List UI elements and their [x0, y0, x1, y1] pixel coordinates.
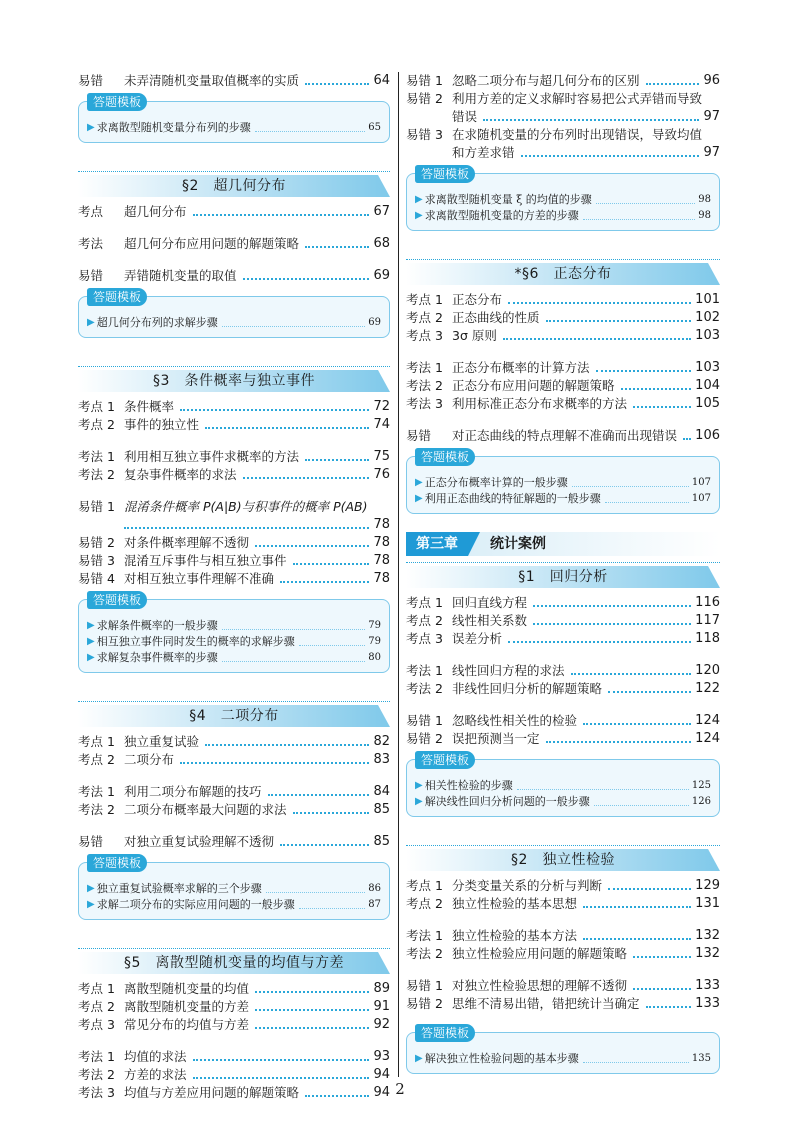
section-header: §4 二项分布: [78, 705, 390, 727]
toc-entry[interactable]: 易错 4 对相互独立事件理解不准确 78: [78, 571, 390, 586]
triangle-bullet-icon: ▶: [415, 477, 423, 488]
answer-template-box: [406, 450, 720, 514]
section-header: §1 回归分析: [406, 566, 720, 588]
triangle-bullet-icon: ▶: [87, 883, 95, 894]
section-header: §2 独立性检验: [406, 849, 720, 871]
toc-entry[interactable]: 考点 1 独立重复试验 82: [78, 734, 390, 749]
toc-entry[interactable]: 易错 1 对独立性检验思想的理解不透彻 133: [406, 978, 720, 993]
section-header: §3 条件概率与独立事件: [78, 370, 390, 392]
toc-entry[interactable]: 考点 2 离散型随机变量的方差 91: [78, 999, 390, 1014]
triangle-bullet-icon: ▶: [415, 194, 423, 205]
answer-template-box: [78, 856, 390, 920]
toc-right-column: [406, 72, 720, 1074]
template-item[interactable]: ▶ 相互独立事件同时发生的概率的求解步骤 79: [87, 635, 381, 648]
toc-entry[interactable]: 易错 1 忽略二项分布与超几何分布的区别 96: [406, 73, 720, 88]
triangle-bullet-icon: ▶: [415, 493, 423, 504]
answer-template-label: 答题模板: [87, 288, 147, 306]
template-item[interactable]: ▶ 求解二项分布的实际应用问题的一般步骤 87: [87, 898, 381, 911]
toc-entry[interactable]: 易错 2 对条件概率理解不透彻 78: [78, 535, 390, 550]
triangle-bullet-icon: ▶: [415, 796, 423, 807]
template-item[interactable]: ▶ 独立重复试验概率求解的三个步骤 86: [87, 882, 381, 895]
toc-entry[interactable]: 考点 1 回归直线方程 116: [406, 595, 720, 610]
toc-entry[interactable]: 考法 超几何分布应用问题的解题策略 68: [78, 236, 390, 251]
toc-entry[interactable]: 考点 3 常见分布的均值与方差 92: [78, 1017, 390, 1032]
toc-entry[interactable]: 易错 3 在求随机变量的分布列时出现错误，导致均值: [406, 127, 703, 142]
toc-entry[interactable]: 考法 1 利用相互独立事件求概率的方法 75: [78, 449, 390, 464]
answer-template-box: [78, 95, 390, 143]
toc-entry[interactable]: 易错 3 混淆互斥事件与相互独立事件 78: [78, 553, 390, 568]
page-number: 2: [395, 1080, 405, 1098]
toc-entry[interactable]: 考法 2 复杂事件概率的求法 76: [78, 467, 390, 482]
answer-template-box: [406, 753, 720, 817]
template-item[interactable]: ▶ 求解复杂事件概率的步骤 80: [87, 651, 381, 664]
toc-entry[interactable]: 易错 2 误把预测当一定 124: [406, 731, 720, 746]
template-item[interactable]: ▶ 超几何分布列的求解步骤 69: [87, 316, 381, 329]
answer-template-box: [406, 1026, 720, 1074]
toc-entry[interactable]: 考法 2 非线性回归分析的解题策略 122: [406, 681, 720, 696]
template-item[interactable]: ▶ 解决独立性检验问题的基本步骤 135: [415, 1052, 711, 1065]
answer-template-box: [78, 290, 390, 338]
answer-template-box: [78, 593, 390, 673]
triangle-bullet-icon: ▶: [87, 636, 95, 647]
triangle-bullet-icon: ▶: [415, 210, 423, 221]
toc-entry[interactable]: 考法 1 独立性检验的基本方法 132: [406, 928, 720, 943]
answer-template-label: 答题模板: [415, 448, 475, 466]
toc-entry-continued[interactable]: 和方差求错 97: [452, 145, 720, 160]
triangle-bullet-icon: ▶: [87, 652, 95, 663]
section-header: §2 超几何分布: [78, 175, 390, 197]
template-item[interactable]: ▶ 相关性检验的步骤 125: [415, 779, 711, 792]
triangle-bullet-icon: ▶: [415, 780, 423, 791]
toc-entry[interactable]: 考点 3 误差分析 118: [406, 631, 720, 646]
column-divider: [398, 72, 399, 1077]
answer-template-label: 答题模板: [87, 591, 147, 609]
toc-entry-continued[interactable]: 错误 97: [452, 109, 720, 124]
toc-entry[interactable]: 易错 对独立重复试验理解不透彻 85: [78, 834, 390, 849]
toc-entry[interactable]: 考法 1 正态分布概率的计算方法 103: [406, 360, 720, 375]
toc-entry[interactable]: 考法 1 均值的求法 93: [78, 1049, 390, 1064]
triangle-bullet-icon: ▶: [87, 122, 95, 133]
answer-template-label: 答题模板: [415, 165, 475, 183]
toc-entry[interactable]: 考点 2 正态曲线的性质 102: [406, 310, 720, 325]
toc-entry[interactable]: 考点 超几何分布 67: [78, 204, 390, 219]
triangle-bullet-icon: ▶: [87, 317, 95, 328]
toc-entry[interactable]: 考点 3 3σ 原则 103: [406, 328, 720, 343]
template-item[interactable]: ▶ 利用正态曲线的特征解题的一般步骤 107: [415, 492, 711, 505]
toc-entry[interactable]: 考点 1 分类变量关系的分析与判断 129: [406, 878, 720, 893]
toc-entry[interactable]: 考法 1 利用二项分布解题的技巧 84: [78, 784, 390, 799]
toc-entry[interactable]: 考法 2 方差的求法 94: [78, 1067, 390, 1082]
chapter-title: 统计案例: [468, 532, 720, 556]
template-item[interactable]: ▶ 正态分布概率计算的一般步骤 107: [415, 476, 711, 489]
template-item[interactable]: ▶ 求解条件概率的一般步骤 79: [87, 619, 381, 632]
triangle-bullet-icon: ▶: [415, 1053, 423, 1064]
toc-entry[interactable]: 易错 未弄清随机变量取值概率的实质 64: [78, 73, 390, 88]
triangle-bullet-icon: ▶: [87, 620, 95, 631]
toc-entry[interactable]: 考法 3 利用标准正态分布求概率的方法 105: [406, 396, 720, 411]
toc-entry[interactable]: 易错 2 思维不清易出错，错把统计当确定 133: [406, 996, 720, 1011]
answer-template-box: [406, 167, 720, 231]
answer-template-label: 答题模板: [87, 93, 147, 111]
toc-entry[interactable]: 考点 2 事件的独立性 74: [78, 417, 390, 432]
toc-entry-continued[interactable]: 78: [78, 516, 390, 533]
toc-entry[interactable]: 易错 弄错随机变量的取值 69: [78, 268, 390, 283]
template-item[interactable]: ▶ 解决线性回归分析问题的一般步骤 126: [415, 795, 711, 808]
template-item[interactable]: ▶ 求离散型随机变量分布列的步骤 65: [87, 121, 381, 134]
section-header: *§6 正态分布: [406, 263, 720, 285]
toc-entry[interactable]: 考点 2 独立性检验的基本思想 131: [406, 896, 720, 911]
toc-entry[interactable]: 考法 1 线性回归方程的求法 120: [406, 663, 720, 678]
toc-entry[interactable]: 考法 3 均值与方差应用问题的解题策略 94: [78, 1085, 390, 1100]
toc-entry[interactable]: 考点 1 离散型随机变量的均值 89: [78, 981, 390, 996]
toc-entry[interactable]: 考点 1 条件概率 72: [78, 399, 390, 414]
toc-entry[interactable]: 考点 1 正态分布 101: [406, 292, 720, 307]
chapter-tag: 第三章: [406, 532, 468, 556]
toc-entry[interactable]: 易错 对正态曲线的特点理解不准确而出现错误 106: [406, 428, 720, 443]
chapter-banner[interactable]: [406, 532, 720, 556]
toc-entry[interactable]: 考法 2 二项分布概率最大问题的求法 85: [78, 802, 390, 817]
template-item[interactable]: ▶ 求离散型随机变量 ξ 的均值的步骤 98: [415, 193, 711, 206]
answer-template-label: 答题模板: [415, 1024, 475, 1042]
answer-template-label: 答题模板: [415, 751, 475, 769]
section-header: §5 离散型随机变量的均值与方差: [78, 952, 390, 974]
toc-left-column: [78, 72, 390, 1102]
toc-entry[interactable]: 考点 2 线性相关系数 117: [406, 613, 720, 628]
template-item[interactable]: ▶ 求离散型随机变量的方差的步骤 98: [415, 209, 711, 222]
toc-entry[interactable]: 考点 2 二项分布 83: [78, 752, 390, 767]
answer-template-label: 答题模板: [87, 854, 147, 872]
toc-entry[interactable]: 易错 1 忽略线性相关性的检验 124: [406, 713, 720, 728]
toc-entry[interactable]: 考法 2 独立性检验应用问题的解题策略 132: [406, 946, 720, 961]
toc-entry[interactable]: 易错 2 利用方差的定义求解时容易把公式弄错而导致: [406, 91, 703, 106]
triangle-bullet-icon: ▶: [87, 899, 95, 910]
toc-entry[interactable]: 易错 1 混淆条件概率 P(A|B)与积事件的概率 P(AB): [78, 499, 368, 514]
toc-entry[interactable]: 考法 2 正态分布应用问题的解题策略 104: [406, 378, 720, 393]
